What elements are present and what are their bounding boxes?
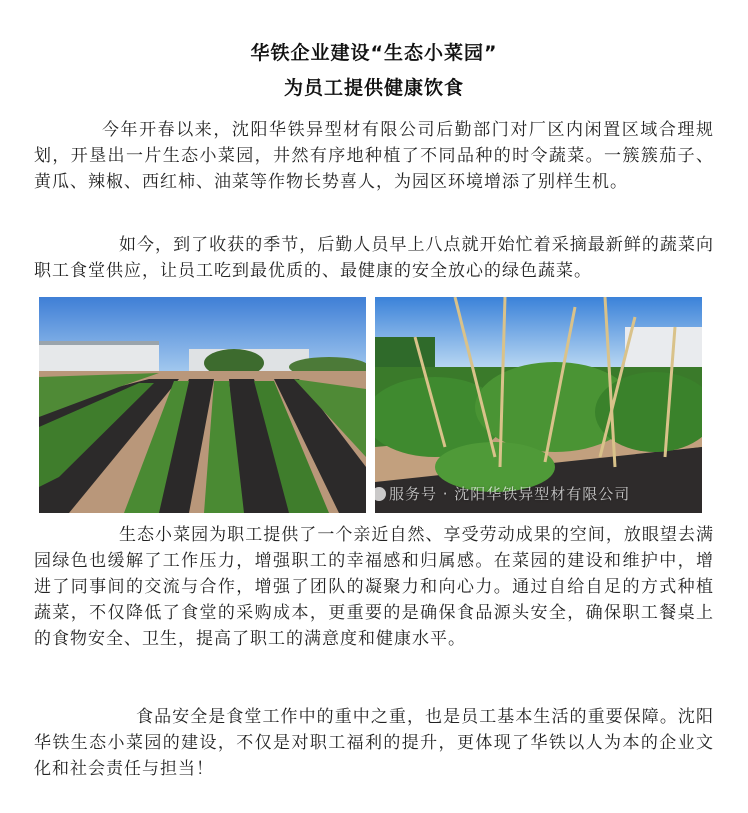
watermark-text: 服务号 · 沈阳华铁异型材有限公司 (389, 485, 631, 503)
article-title-line-1: 华铁企业建设“生态小菜园” (250, 42, 498, 64)
vegetable-garden-rows-photo (39, 297, 366, 513)
article-paragraph-3: 生态小菜园为职工提供了一个亲近自然、享受劳动成果的空间，放眼望去满园绿色也缓解了工作压力，增强职工的幸福感和归属感。在菜园的建设和维护中，增进了同事间的交流与合作，增强了团队的凝聚力和向心力。通过自给自足的方式种植蔬菜，不仅降低了食堂的采购成本，更重要的是确保食品源头安全，确保职工餐桌上的食物安全、卫生，提高了职工的满意度和健康水平。 (34, 525, 714, 649)
article-title-line-2: 为员工提供健康饮食 (283, 77, 464, 99)
wechat-service-icon (372, 487, 386, 501)
watermark (372, 483, 630, 504)
article-paragraph-1: 今年开春以来，沈阳华铁异型材有限公司后勤部门对厂区内闲置区域合理规划，开垦出一片生态小菜园，井然有序地种植了不同品种的时令蔬菜。一簇簇茄子、黄瓜、辣椒、西红柿、油菜等作物长势喜人，为园区环境增添了别样生机。 (34, 120, 714, 192)
article-paragraph-2: 如今，到了收获的季节，后勤人员早上八点就开始忙着采摘最新鲜的蔬菜向职工食堂供应，让员工吃到最优质的、最健康的安全放心的绿色蔬菜。 (34, 235, 714, 281)
article-paragraph-4: 食品安全是食堂工作中的重中之重，也是员工基本生活的重要保障。沈阳华铁生态小菜园的建设，不仅是对职工福利的提升，更体现了华铁以人为本的企业文化和社会责任与担当！ (34, 707, 714, 779)
bean-trellis-photo (375, 297, 702, 513)
